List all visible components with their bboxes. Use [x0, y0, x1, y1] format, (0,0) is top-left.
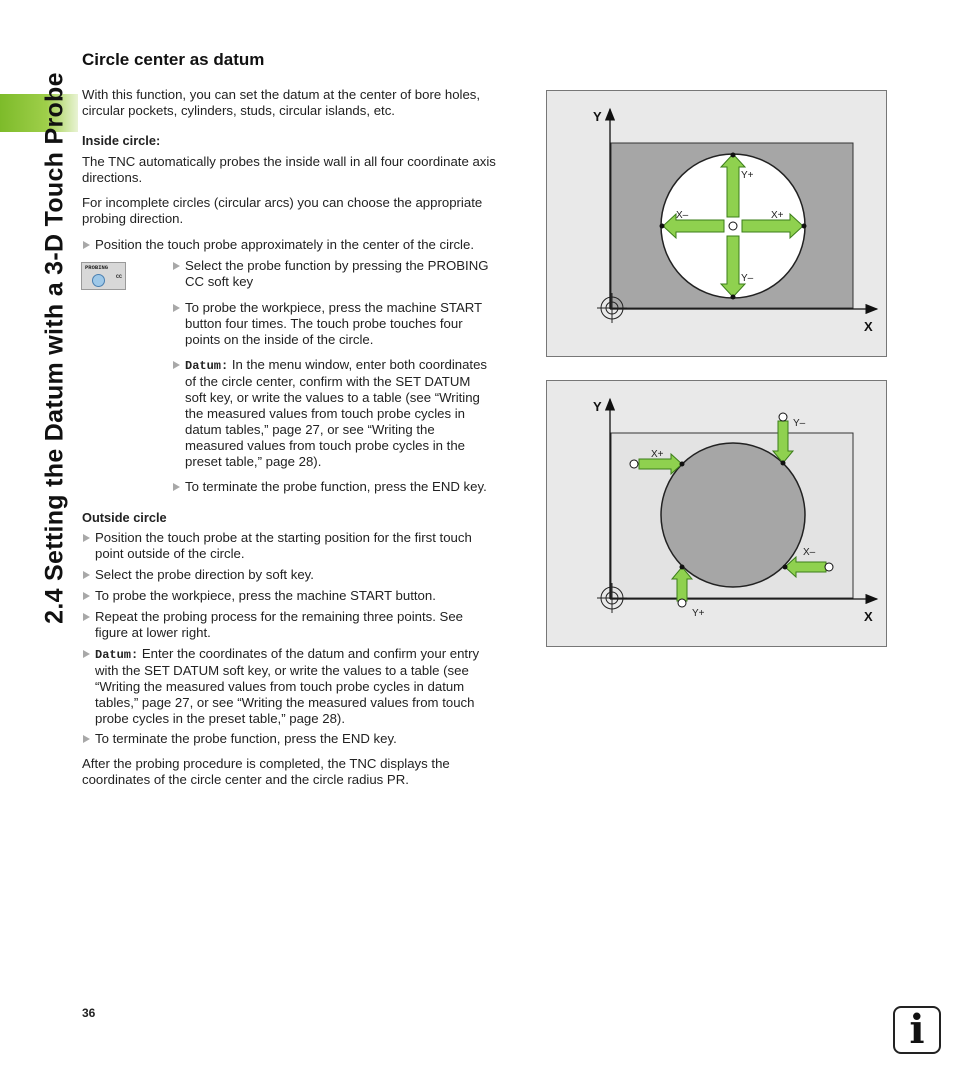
inside-circle-heading: Inside circle:: [82, 133, 161, 148]
probing-cc-softkey-icon: PROBING CC: [81, 262, 126, 290]
fig1-y-label: Y: [593, 109, 602, 124]
outside-step-direction: Select the probe direction by soft key.: [82, 567, 314, 583]
inside-paragraph-2: For incomplete circles (circular arcs) you can choose the appropriate probing direction.: [82, 195, 483, 226]
outside-step-datum: Datum: Enter the coordinates of the datum and confirm your entry with the SET DATUM soft key, or write the values to a table (see “Writing the measured values from touch probe cycles in datum tables,” page 27, or see “Writing the measured values from touch probe cycles in the preset table,” page 28).: [82, 646, 479, 727]
figure-inside-circle: [546, 90, 887, 357]
inside-step-probe: To probe the workpiece, press the machine START button four times. The touch probe touches four points on the inside of the circle.: [172, 300, 482, 348]
fig1-x-label: X: [864, 319, 873, 334]
inside-step-datum: Datum: In the menu window, enter both coordinates of the circle center, confirm with the SET DATUM soft key, or write the values to a table (see “Writing the measured values from touch probe cycles in datum tables,” page 27, or see “Writing the measured values from touch probe cycles in the preset table,” page 28).: [172, 357, 487, 470]
fig2-xminus-label: X–: [803, 547, 816, 558]
info-icon: i: [893, 1006, 941, 1054]
fig1-yminus-label: Y–: [741, 273, 754, 284]
outside-circle-heading: Outside circle: [82, 510, 167, 525]
inside-step-terminate: To terminate the probe function, press the END key.: [172, 479, 487, 495]
fig1-xplus-label: X+: [771, 210, 784, 221]
fig1-xminus-label: X–: [676, 210, 689, 221]
page-number: 36: [82, 1006, 96, 1020]
fig2-y-label: Y: [593, 399, 602, 414]
intro-paragraph: With this function, you can set the datum at the center of bore holes, circular pockets, cylinders, studs, circular islands, etc.: [82, 87, 481, 118]
fig1-yplus-label: Y+: [741, 170, 754, 181]
outside-step-position: Position the touch probe at the starting position for the first touch point outside of the circle.: [82, 530, 472, 562]
inside-step-select: Select the probe function by pressing the PROBING CC soft key: [172, 258, 488, 290]
inside-step-position: Position the touch probe approximately in the center of the circle.: [82, 237, 474, 253]
outside-step-repeat: Repeat the probing process for the remaining three points. See figure at lower right.: [82, 609, 463, 641]
inside-paragraph-1: The TNC automatically probes the inside wall in all four coordinate axis directions.: [82, 154, 496, 185]
fig2-x-label: X: [864, 609, 873, 624]
closing-paragraph: After the probing procedure is completed, the TNC displays the coordinates of the circle center and the circle radius PR.: [82, 756, 450, 787]
start-point: [729, 222, 737, 230]
outside-step-probe: To probe the workpiece, press the machine START button.: [82, 588, 436, 604]
outside-step-terminate: To terminate the probe function, press the END key.: [82, 731, 397, 747]
section-heading: Circle center as datum: [82, 50, 265, 69]
fig2-xplus-label: X+: [651, 449, 664, 460]
fig2-yplus-label: Y+: [692, 608, 705, 619]
fig2-yminus-label: Y–: [793, 418, 806, 429]
figure-outside-circle: [546, 380, 887, 647]
